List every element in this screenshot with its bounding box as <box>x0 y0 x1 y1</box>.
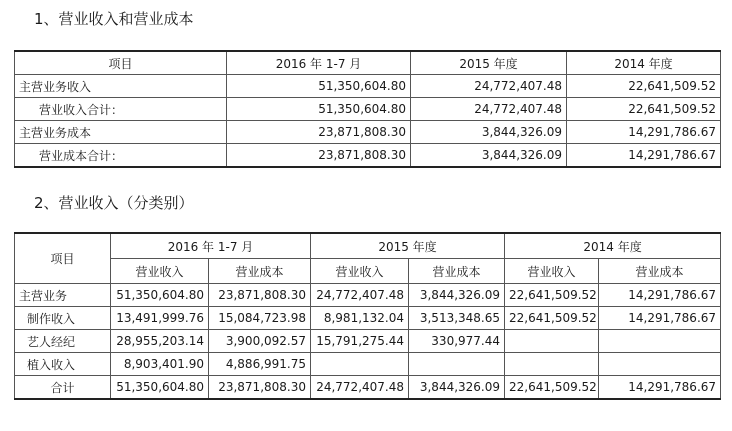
cell-value: 14,291,786.67 <box>599 376 721 400</box>
subheader-revenue: 营业收入 <box>505 259 599 284</box>
cell-value: 14,291,786.67 <box>599 307 721 330</box>
header-item: 项目 <box>15 51 227 75</box>
row-label: 营业收入合计： <box>15 98 227 121</box>
table-row <box>15 75 721 98</box>
cell-value: 23,871,808.30 <box>209 284 311 307</box>
cell-value: 8,903,401.90 <box>111 353 209 376</box>
cell-value: 24,772,407.48 <box>411 75 567 98</box>
table-row <box>15 330 721 353</box>
header-item: 项目 <box>15 233 111 284</box>
income-by-category-table <box>14 232 721 400</box>
header-2016: 2016 年 1-7 月 <box>111 233 311 259</box>
table-row <box>15 307 721 330</box>
row-label: 艺人经纪 <box>15 330 111 353</box>
cell-value <box>311 353 409 376</box>
cell-value: 51,350,604.80 <box>111 284 209 307</box>
cell-value: 22,641,509.52 <box>567 98 721 121</box>
cell-value: 51,350,604.80 <box>111 376 209 400</box>
row-label: 植入收入 <box>15 353 111 376</box>
table-row <box>15 353 721 376</box>
row-label: 制作收入 <box>15 307 111 330</box>
subheader-cost: 营业成本 <box>409 259 505 284</box>
cell-value <box>599 353 721 376</box>
header-2014: 2014 年度 <box>505 233 721 259</box>
header-2014: 2014 年度 <box>567 51 721 75</box>
cell-value: 330,977.44 <box>409 330 505 353</box>
cell-value: 51,350,604.80 <box>227 98 411 121</box>
cell-value <box>505 330 599 353</box>
cell-value <box>409 353 505 376</box>
section1-title: 1、营业收入和营业成本 <box>34 10 194 28</box>
subheader-cost: 营业成本 <box>209 259 311 284</box>
cell-value: 28,955,203.14 <box>111 330 209 353</box>
table-row <box>15 144 721 168</box>
table-header-row <box>15 51 721 75</box>
table-row <box>15 376 721 400</box>
table-row <box>15 121 721 144</box>
header-2015: 2015 年度 <box>311 233 505 259</box>
cell-value: 4,886,991.75 <box>209 353 311 376</box>
table-subheader-row <box>15 259 721 284</box>
row-label: 营业成本合计： <box>15 144 227 168</box>
row-label: 主营业务 <box>15 284 111 307</box>
row-label: 主营业务收入 <box>15 75 227 98</box>
cell-value: 14,291,786.67 <box>567 121 721 144</box>
cell-value: 22,641,509.52 <box>567 75 721 98</box>
cell-value: 15,084,723.98 <box>209 307 311 330</box>
subheader-revenue: 营业收入 <box>111 259 209 284</box>
income-cost-table <box>14 50 721 168</box>
cell-value: 14,291,786.67 <box>567 144 721 168</box>
row-label: 主营业务成本 <box>15 121 227 144</box>
cell-value: 3,844,326.09 <box>409 284 505 307</box>
cell-value: 3,844,326.09 <box>411 144 567 168</box>
table-header-row <box>15 233 721 259</box>
subheader-cost: 营业成本 <box>599 259 721 284</box>
cell-value: 22,641,509.52 <box>505 376 599 400</box>
cell-value: 3,844,326.09 <box>411 121 567 144</box>
cell-value: 14,291,786.67 <box>599 284 721 307</box>
cell-value: 23,871,808.30 <box>227 144 411 168</box>
cell-value: 3,844,326.09 <box>409 376 505 400</box>
cell-value: 3,900,092.57 <box>209 330 311 353</box>
cell-value: 15,791,275.44 <box>311 330 409 353</box>
table-row <box>15 98 721 121</box>
cell-value <box>599 330 721 353</box>
cell-value: 22,641,509.52 <box>505 284 599 307</box>
header-2015: 2015 年度 <box>411 51 567 75</box>
cell-value: 22,641,509.52 <box>505 307 599 330</box>
cell-value: 23,871,808.30 <box>209 376 311 400</box>
header-2016: 2016 年 1-7 月 <box>227 51 411 75</box>
cell-value: 3,513,348.65 <box>409 307 505 330</box>
cell-value: 24,772,407.48 <box>311 284 409 307</box>
cell-value <box>505 353 599 376</box>
subheader-revenue: 营业收入 <box>311 259 409 284</box>
section2-title: 2、营业收入（分类别） <box>34 194 194 212</box>
cell-value: 51,350,604.80 <box>227 75 411 98</box>
row-label: 合计 <box>15 376 111 400</box>
cell-value: 24,772,407.48 <box>411 98 567 121</box>
cell-value: 8,981,132.04 <box>311 307 409 330</box>
cell-value: 24,772,407.48 <box>311 376 409 400</box>
cell-value: 13,491,999.76 <box>111 307 209 330</box>
table-row <box>15 284 721 307</box>
cell-value: 23,871,808.30 <box>227 121 411 144</box>
